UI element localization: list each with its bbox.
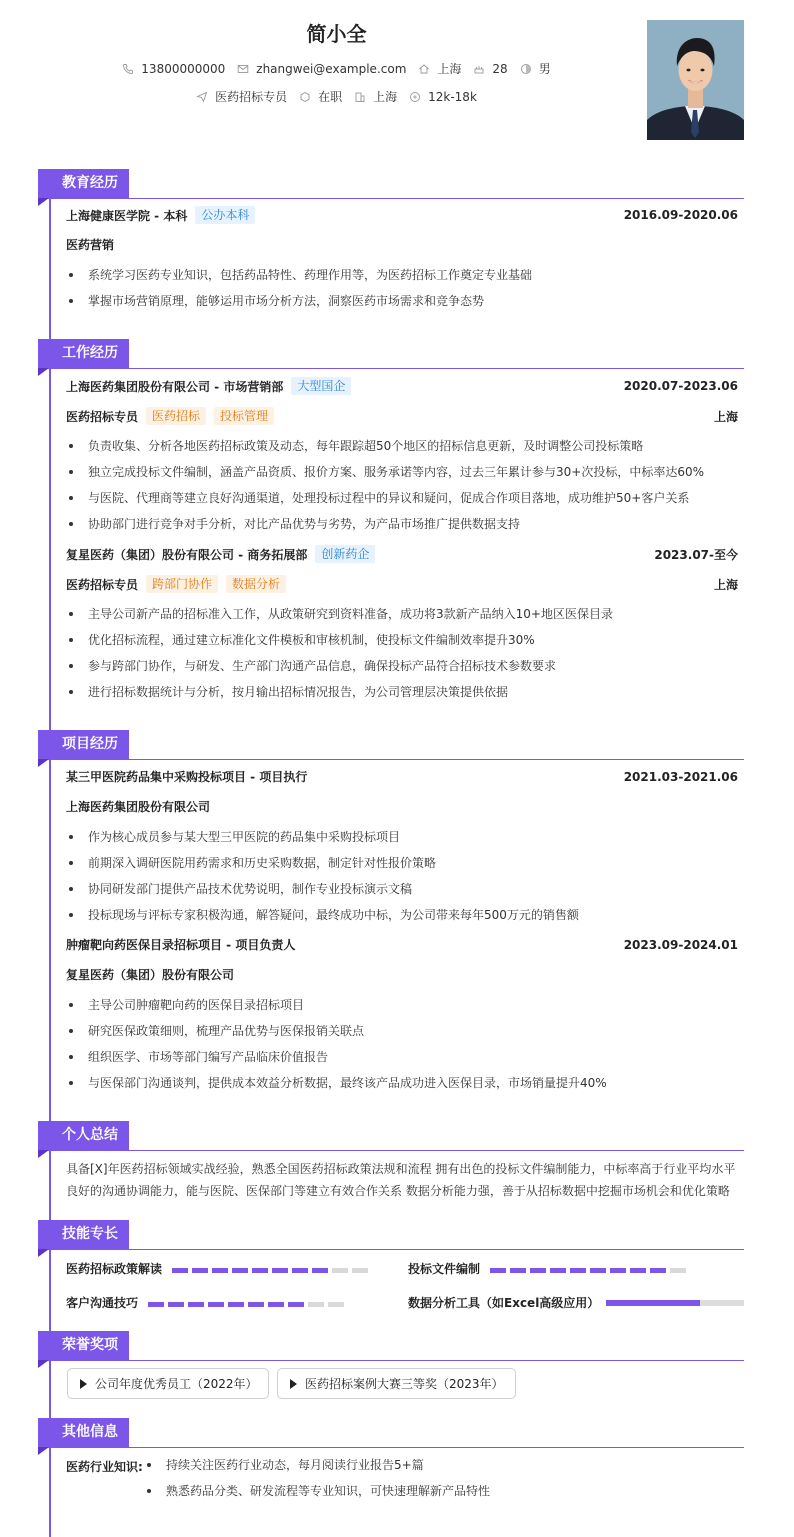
job-bullets (66, 433, 738, 537)
target-city-info (354, 88, 397, 105)
skill-name: 投标文件编制 (408, 1262, 481, 1276)
section-divider (38, 368, 744, 369)
award-text: 公司年度优秀员工（2022年） (95, 1377, 258, 1391)
skill-item (408, 1294, 744, 1311)
skill-progress-fill (606, 1300, 700, 1306)
company-tag: 大型国企 (291, 377, 351, 395)
avatar-illustration (647, 20, 744, 140)
job-location: 上海 (713, 577, 738, 592)
skill-level-segment (630, 1268, 646, 1273)
skill-tag: 跨部门协作 (146, 575, 218, 593)
skill-level-segment (308, 1302, 324, 1307)
list-item: 研究医保政策细则，梳理产品优势与医保报销关联点 (66, 1018, 738, 1044)
list-item: 主导公司新产品的招标准入工作，从政策研究到资料准备，成功将3款新产品纳入10+地区医保目录 (66, 601, 738, 627)
skill-level-segment (268, 1302, 284, 1307)
projects-section (38, 730, 744, 1102)
section-corner (38, 198, 49, 206)
salary-text: 12k-18k (428, 89, 477, 104)
school-name: 上海健康医学院 - 本科 (66, 208, 188, 223)
other-bullets (144, 1452, 738, 1504)
list-item: 前期深入调研医院用药需求和历史采购数据，制定针对性报价策略 (66, 850, 738, 876)
section-title: 工作经历 (38, 339, 129, 368)
education-period: 2016.09-2020.06 (623, 208, 738, 222)
contact-row (0, 60, 673, 77)
section-title: 技能专长 (38, 1220, 129, 1249)
job-location: 上海 (713, 409, 738, 424)
status-info (299, 88, 342, 105)
phone-icon (122, 63, 134, 75)
skill-level-segment (570, 1268, 586, 1273)
section-header (38, 1418, 744, 1448)
list-item: 协助部门进行竞争对手分析，对比产品优势与劣势，为产品市场推广提供数据支持 (66, 511, 738, 537)
skill-level-segment (510, 1268, 526, 1273)
project-head (66, 936, 738, 953)
project-org: 复星医药（集团）股份有限公司 (66, 968, 235, 982)
list-item: 协同研发部门提供产品技术优势说明，制作专业投标演示文稿 (66, 876, 738, 902)
list-item: 负责收集、分析各地医药招标政策及动态，每年跟踪超50个地区的招标信息更新，及时调整公司投标策略 (66, 433, 738, 459)
skill-name: 客户沟通技巧 (66, 1296, 139, 1310)
section-corner (38, 368, 49, 376)
award-item (67, 1368, 269, 1399)
skill-level-segment (610, 1268, 626, 1273)
section-divider (38, 1249, 744, 1250)
company-name: 上海医药集团股份有限公司 - 市场营销部 (66, 379, 284, 394)
skill-level-segment (232, 1268, 248, 1273)
section-header (38, 169, 744, 199)
section-header (38, 1121, 744, 1151)
skill-item (408, 1260, 690, 1277)
person-icon (520, 63, 532, 75)
list-item: 与医保部门沟通谈判，提供成本效益分析数据，最终该产品成功进入医保目录，市场销量提升40% (66, 1070, 738, 1096)
cake-icon (473, 63, 485, 75)
skill-name: 医药招标政策解读 (66, 1262, 163, 1276)
skill-tag: 投标管理 (214, 407, 274, 425)
education-bullets (66, 262, 738, 314)
section-title: 项目经历 (38, 730, 129, 759)
skill-level-segment (272, 1268, 288, 1273)
age-info (473, 62, 507, 76)
section-corner (38, 1249, 49, 1257)
section-divider (38, 1447, 744, 1448)
project-name: 肿瘤靶向药医保目录招标项目 - 项目负责人 (66, 938, 296, 952)
skill-level-segment (228, 1302, 244, 1307)
skill-level-meter (490, 1262, 690, 1276)
skill-level-segment (168, 1302, 184, 1307)
skill-name: 数据分析工具（如Excel高级应用） (408, 1296, 600, 1310)
project-bullets (66, 824, 738, 928)
skill-item (66, 1260, 372, 1277)
job-target-info (196, 88, 287, 105)
other-section (38, 1418, 744, 1508)
project-head (66, 768, 738, 785)
section-divider (38, 198, 744, 199)
list-item: 系统学习医药专业知识，包括药品特性、药理作用等，为医药招标工作奠定专业基础 (66, 262, 738, 288)
skill-level-segment (208, 1302, 224, 1307)
awards-section (38, 1331, 744, 1403)
skill-level-segment (188, 1302, 204, 1307)
list-item: 熟悉药品分类、研发流程等专业知识，可快速理解新产品特性 (144, 1478, 738, 1504)
company-tag: 创新药企 (315, 545, 375, 563)
skill-level-segment (490, 1268, 506, 1273)
skill-level-segment (352, 1268, 368, 1273)
skill-level-segment (650, 1268, 666, 1273)
project-org: 上海医药集团股份有限公司 (66, 800, 211, 814)
gender-info (520, 60, 551, 77)
skill-level-meter (172, 1262, 372, 1276)
section-header (38, 339, 744, 369)
list-item: 掌握市场营销原理，能够运用市场分析方法，洞察医药市场需求和竞争态势 (66, 288, 738, 314)
skill-level-segment (530, 1268, 546, 1273)
skill-level-segment (288, 1302, 304, 1307)
salary-icon (409, 91, 421, 103)
resume-header (0, 0, 794, 160)
education-section (38, 169, 744, 319)
section-corner (38, 1150, 49, 1158)
candidate-name: 简小全 (306, 22, 367, 46)
section-corner (38, 1360, 49, 1368)
section-title: 其他信息 (38, 1418, 129, 1447)
section-corner (38, 1447, 49, 1455)
section-title: 个人总结 (38, 1121, 129, 1150)
work-section (38, 339, 744, 719)
education-entry-head (66, 206, 738, 224)
skill-level-segment (312, 1268, 328, 1273)
profile-photo (647, 20, 744, 140)
project-name: 某三甲医院药品集中采购投标项目 - 项目执行 (66, 770, 308, 784)
email-info (237, 62, 406, 76)
project-bullets (66, 992, 738, 1096)
intent-row (0, 88, 673, 105)
skill-tag: 医药招标 (146, 407, 206, 425)
project-org-row (66, 798, 738, 815)
job-role: 医药招标专员 (66, 409, 139, 424)
job-role-row (66, 575, 738, 593)
project-period: 2021.03-2021.06 (623, 769, 738, 784)
section-divider (38, 1360, 744, 1361)
section-header (38, 1220, 744, 1250)
building-icon (354, 91, 366, 103)
job-bullets (66, 601, 738, 705)
city-info (418, 60, 461, 77)
city-text: 上海 (437, 62, 462, 76)
email-text: zhangwei@example.com (256, 61, 407, 76)
skill-item (66, 1294, 348, 1311)
skill-progress-bar (606, 1300, 744, 1306)
play-icon (290, 1379, 297, 1389)
skill-level-segment (148, 1302, 164, 1307)
section-divider (38, 1150, 744, 1151)
skill-level-segment (192, 1268, 208, 1273)
major-name: 医药营销 (66, 238, 115, 252)
list-item: 组织医学、市场等部门编写产品临床价值报告 (66, 1044, 738, 1070)
skill-level-segment (292, 1268, 308, 1273)
skill-level-meter (148, 1296, 348, 1310)
skill-level-segment (252, 1268, 268, 1273)
list-item: 进行招标数据统计与分析，按月输出招标情况报告，为公司管理层决策提供依据 (66, 679, 738, 705)
status-icon (299, 91, 311, 103)
mail-icon (237, 63, 249, 75)
job-period: 2020.07-2023.06 (623, 379, 738, 393)
skill-level-segment (550, 1268, 566, 1273)
list-item: 主导公司肿瘤靶向药的医保目录招标项目 (66, 992, 738, 1018)
summary-line: 良好的沟通协调能力，能与医院、医保部门等建立有效合作关系 数据分析能力强，善于从招标数据中挖掘市场机会和优化策略 (66, 1184, 730, 1198)
list-item: 持续关注医药行业动态，每月阅读行业报告5+篇 (144, 1452, 738, 1478)
phone-text: 13800000000 (141, 61, 226, 76)
job-head (66, 545, 738, 563)
other-label: 医药行业知识: (66, 1460, 143, 1474)
major-row (66, 236, 738, 253)
job-target-text: 医药招标专员 (215, 90, 288, 104)
award-item (277, 1368, 516, 1399)
send-icon (196, 91, 208, 103)
project-period: 2023.09-2024.01 (623, 937, 738, 952)
job-head (66, 377, 738, 395)
skill-tag: 数据分析 (226, 575, 286, 593)
list-item: 投标现场与评标专家积极沟通，解答疑问，最终成功中标，为公司带来每年500万元的销售额 (66, 902, 738, 928)
salary-info (409, 90, 477, 104)
phone-info (122, 62, 225, 76)
section-header (38, 730, 744, 760)
section-divider (38, 759, 744, 760)
job-role-row (66, 407, 738, 425)
list-item: 与医院、代理商等建立良好沟通渠道，处理投标过程中的异议和疑问，促成合作项目落地，成功维护50+客户关系 (66, 485, 738, 511)
target-city-text: 上海 (373, 90, 398, 104)
skill-level-segment (328, 1302, 344, 1307)
age-text: 28 (492, 61, 508, 76)
list-item: 作为核心成员参与某大型三甲医院的药品集中采购投标项目 (66, 824, 738, 850)
skill-level-segment (248, 1302, 264, 1307)
summary-line: 具备[X]年医药招标领域实战经验，熟悉全国医药招标政策法规和流程 拥有出色的投标文件编制能力，中标率高于行业平均水平 (66, 1162, 736, 1176)
play-icon (80, 1379, 87, 1389)
section-title: 荣誉奖项 (38, 1331, 129, 1360)
job-role: 医药招标专员 (66, 577, 139, 592)
list-item: 参与跨部门协作，与研发、生产部门沟通产品信息，确保投标产品符合招标技术参数要求 (66, 653, 738, 679)
job-period: 2023.07-至今 (654, 547, 738, 562)
skill-level-segment (332, 1268, 348, 1273)
skill-level-segment (590, 1268, 606, 1273)
skill-level-segment (172, 1268, 188, 1273)
section-header (38, 1331, 744, 1361)
project-org-row (66, 966, 738, 983)
skill-level-segment (212, 1268, 228, 1273)
section-corner (38, 759, 49, 767)
summary-section (38, 1121, 744, 1207)
company-name: 复星医药（集团）股份有限公司 - 商务拓展部 (66, 547, 308, 562)
home-icon (418, 63, 430, 75)
gender-text: 男 (538, 62, 551, 76)
status-text: 在职 (318, 90, 343, 104)
list-item: 优化招标流程，通过建立标准化文件模板和审核机制，使投标文件编制效率提升30% (66, 627, 738, 653)
award-text: 医药招标案例大赛三等奖（2023年） (305, 1377, 504, 1391)
skill-level-segment (670, 1268, 686, 1273)
list-item: 独立完成投标文件编制，涵盖产品资质、报价方案、服务承诺等内容，过去三年累计参与30+次投标，中标率达60% (66, 459, 738, 485)
school-tag: 公办本科 (195, 206, 255, 224)
section-title: 教育经历 (38, 169, 129, 198)
skills-section (38, 1220, 744, 1320)
